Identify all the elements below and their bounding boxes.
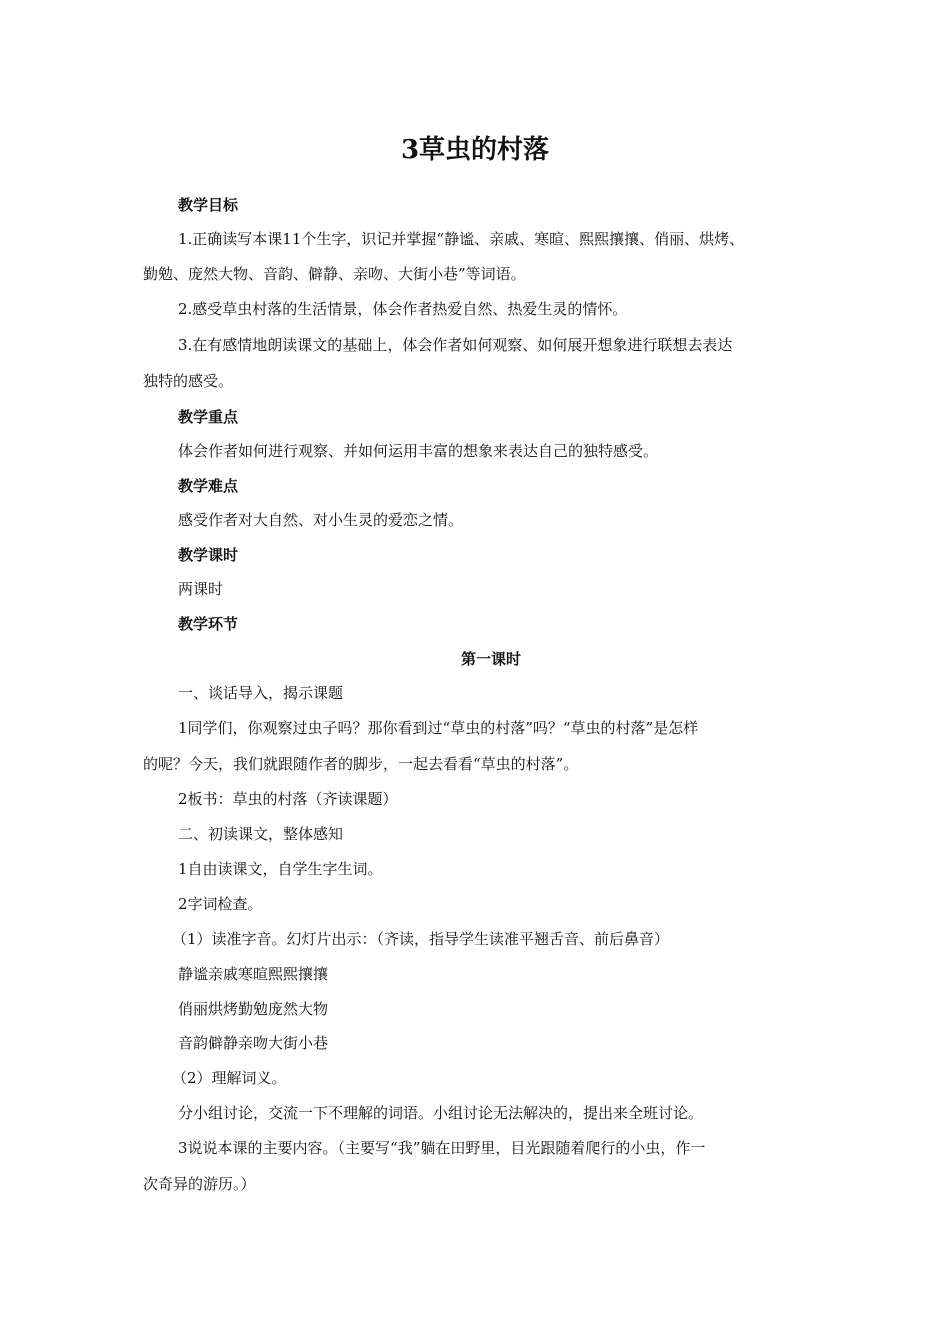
objective-3-line-2: 独特的感受。 — [143, 372, 234, 390]
objective-1-line-1: 1.正确读写本课11个生字，识记并掌握“静谧、亲戚、寒暄、熙熙攘攘、俏丽、烘烤、 — [178, 230, 745, 248]
section-1-paragraph-2: 2板书：草虫的村落（齐读课题） — [178, 790, 398, 808]
word-list-row-2: 俏丽烘烤勤勉庞然大物 — [178, 1000, 329, 1018]
process-heading: 教学环节 — [178, 615, 239, 633]
periods-text: 两课时 — [178, 580, 224, 598]
word-list-row-3: 音韵僻静亲吻大街小巷 — [178, 1034, 329, 1052]
section-2-sub-1: （1）读准字音。幻灯片出示：（齐读，指导学生读准平翘舌音、前后鼻音） — [172, 930, 670, 948]
section-2-sub-2-text: 分小组讨论，交流一下不理解的词语。小组讨论无法解决的，提出来全班讨论。 — [178, 1104, 704, 1122]
lesson-title: 第一课时 — [460, 650, 521, 668]
section-1-paragraph-1-line-2: 的呢？今天，我们就跟随作者的脚步，一起去看看“草虫的村落”。 — [143, 755, 579, 773]
key-points-text: 体会作者如何进行观察、并如何运用丰富的想象来表达自己的独特感受。 — [178, 442, 659, 460]
difficulties-heading: 教学难点 — [178, 477, 239, 495]
section-2-paragraph-1: 1自由读课文，自学生字生词。 — [178, 860, 383, 878]
section-2-paragraph-2: 2字词检查。 — [178, 895, 263, 913]
objective-1-line-2: 勤勉、庞然大物、音韵、僻静、亲吻、大街小巷”等词语。 — [143, 265, 526, 283]
objectives-heading: 教学目标 — [178, 196, 239, 214]
section-1-heading: 一、谈话导入，揭示课题 — [178, 684, 344, 702]
section-2-paragraph-3-line-1: 3说说本课的主要内容。（主要写“我”躺在田野里，目光跟随着爬行的小虫，作一 — [178, 1139, 706, 1157]
periods-heading: 教学课时 — [178, 546, 239, 564]
page-title: 3草虫的村落 — [400, 135, 550, 165]
key-points-heading: 教学重点 — [178, 408, 239, 426]
section-2-sub-2: （2）理解词义。 — [172, 1069, 287, 1087]
objective-2: 2.感受草虫村落的生活情景，体会作者热爱自然、热爱生灵的情怀。 — [178, 300, 628, 318]
section-2-heading: 二、初读课文，整体感知 — [178, 825, 344, 843]
difficulties-text: 感受作者对大自然、对小生灵的爱恋之情。 — [178, 511, 464, 529]
section-2-paragraph-3-line-2: 次奇异的游历。） — [143, 1175, 256, 1193]
objective-3-line-1: 3.在有感情地朗读课文的基础上，体会作者如何观察、如何展开想象进行联想去表达 — [178, 336, 733, 354]
word-list-row-1: 静谧亲戚寒暄熙熙攘攘 — [178, 965, 329, 983]
section-1-paragraph-1-line-1: 1同学们，你观察过虫子吗？那你看到过“草虫的村落”吗？“草虫的村落”是怎样 — [178, 719, 699, 737]
